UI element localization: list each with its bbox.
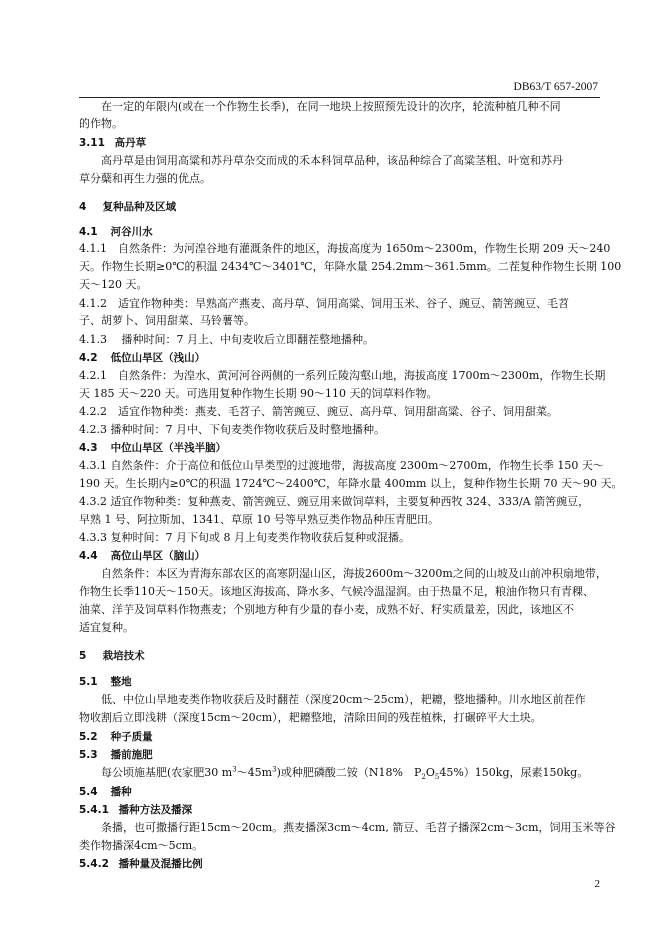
subscript: 5 [434, 773, 440, 782]
section-number: 5 [79, 650, 87, 662]
paragraph-line: 4.2.1 自然条件：为湟水、黄河河谷两侧的一系列丘陵沟壑山地，海拔高度 1700m～2300m，作物生长期 [79, 369, 606, 382]
paragraph-line: 高丹草是由饲用高粱和苏丹草杂交而成的禾本科饲草品种，该品种综合了高粱茎粗、叶宽和苏丹 [101, 154, 563, 167]
section-number: 4 [79, 201, 87, 213]
section-number: 5.4 [79, 786, 98, 798]
section-heading-4-2 [79, 351, 600, 365]
section-title: 播种量及混播比例 [118, 858, 203, 870]
section-heading-5-3 [79, 748, 600, 762]
superscript: 3 [232, 765, 237, 774]
section-title: 中位山旱区（半浅半脑） [110, 442, 227, 454]
section-number: 5.4.2 [79, 858, 109, 870]
section-heading-5-4-1 [79, 803, 600, 817]
paragraph-line: 4.2.2 适宜作物种类：燕麦、毛苕子、箭筈豌豆、豌豆、高丹草、饲用甜高粱、谷子、饲用甜菜。 [79, 405, 558, 418]
section-title: 河谷川水 [110, 226, 153, 238]
section-number: 5.3 [79, 749, 98, 761]
paragraph-line: 天～120 天。 [79, 278, 148, 291]
section-heading-4 [79, 200, 600, 214]
paragraph-line: 4.1.3 播种时间：7 月上、中旬麦收后立即翻茬整地播种。 [79, 333, 374, 346]
text-segment: 每公顷施基肥(农家肥30 m [101, 766, 233, 779]
section-title: 种子质量 [110, 731, 153, 743]
subscript: 2 [421, 773, 426, 782]
paragraph-line: 子、胡萝卜、饲用甜菜、马铃薯等。 [79, 314, 255, 327]
paragraph-line: 天。作物生长期≥0℃的积温 2434℃～3401℃，年降水量 254.2mm～361.5mm。二茬复种作物生长期 100 [79, 260, 622, 273]
paragraph-line: 适宜复种。 [79, 621, 134, 634]
paragraph-line: 的作物。 [79, 117, 123, 130]
paragraph-line: 4.1.2 适宜作物种类：旱熟高产燕麦、高丹草、饲用高粱、饲用玉米、谷子、豌豆、箭筈豌豆、毛苕 [79, 297, 569, 310]
section-title: 播种 [110, 786, 132, 798]
section-number: 4.3 [79, 442, 98, 454]
paragraph-line: 4.1.1 自然条件：为河湟谷地有灌溉条件的地区，海拔高度为 1650m～2300m，作物生长期 209 天～240 [79, 242, 611, 255]
section-title: 整地 [110, 676, 132, 688]
fertilizer-line [101, 766, 600, 780]
text-segment: ～45m [236, 766, 273, 779]
section-heading-5 [79, 649, 600, 663]
section-title: 高位山旱区（脑山） [110, 550, 206, 562]
section-number: 4.4 [79, 550, 98, 562]
section-number: 5.1 [79, 676, 98, 688]
section-heading-5-2 [79, 730, 600, 744]
document-code: DB63/T 657-2007 [513, 81, 598, 93]
paragraph-line: 4.2.3 播种时间：7 月中、下旬麦类作物收获后及时整地播种。 [79, 423, 385, 436]
text-segment: 45%）150kg，尿素150kg。 [439, 766, 589, 779]
superscript: 3 [272, 765, 277, 774]
paragraph-line: 190 天。生长期内≥0℃的积温 1724℃～2400℃，年降水量 400mm 以上，复种作物生长期 70 天～90 天。 [79, 477, 623, 490]
section-heading-5-4-2 [79, 857, 600, 871]
section-heading-4-3 [79, 441, 600, 455]
section-number: 5.2 [79, 731, 98, 743]
section-number: 5.4.1 [79, 804, 109, 816]
paragraph-line: 自然条件：本区为青海东部农区的高寒阴湿山区，海拔2600m～3200m之间的山坡及山前冲积扇地带， [101, 567, 607, 580]
paragraph-line: 作物生长季110天～150天。该地区海拔高、降水多、气候冷温湿润。由于热量不足，粮油作物只有青稞、 [79, 585, 594, 598]
section-title: 低位山旱区（浅山） [110, 352, 206, 364]
section-title: 播种方法及播深 [118, 804, 193, 816]
paragraph-line: 草分蘖和再生力强的优点。 [79, 172, 211, 185]
text-segment: )或种肥磷酸二铵（N18% P [276, 766, 422, 779]
paragraph-line: 在一定的年限内(或在一个作物生长季)，在同一地块上按照预先设计的次序，轮流种植几种不同 [101, 100, 561, 113]
paragraph-line: 物收割后立即浅耕（深度15cm～20cm），耙耱整地，清除田间的残茬植株，打碾碎平大土块。 [79, 711, 542, 724]
paragraph-line: 油菜、洋芋及饲草料作物燕麦；个别地方种有少量的春小麦，成熟不好、籽实质量差，因此，该地区不 [79, 603, 574, 616]
paragraph-line: 天 185 天～220 天。可选用复种作物生长期 90～110 天的饲草料作物。 [79, 387, 438, 400]
header-rule [79, 97, 600, 98]
section-heading-4-1 [79, 225, 600, 239]
section-number: 4.1 [79, 226, 98, 238]
paragraph-line: 4.3.2 适宜作物种类：复种燕麦、箭筈豌豆、豌豆用来做饲草料，主要复种西牧 324、333/A 箭筈豌豆， [79, 495, 590, 508]
section-number: 3.11 [79, 137, 105, 149]
paragraph-line: 早熟 1 号、阿拉斯加、1341、草原 10 号等早熟豆类作物品种压青肥田。 [79, 513, 439, 526]
text-segment: O [425, 766, 435, 779]
section-title: 播前施肥 [110, 749, 153, 761]
page-number: 2 [594, 878, 600, 890]
paragraph-line: 4.3.3 复种时间：7 月下旬或 8 月上旬麦类作物收获后复种或混播。 [79, 531, 410, 544]
section-heading-5-4 [79, 785, 600, 799]
paragraph-line: 4.3.1 自然条件：介于高位和低位山旱类型的过渡地带，海拔高度 2300m～2700m，作物生长季 150 天～ [79, 459, 604, 472]
section-heading-4-4 [79, 549, 600, 563]
section-number: 4.2 [79, 352, 98, 364]
section-heading-3-11 [79, 136, 600, 150]
section-title: 栽培技术 [102, 650, 145, 662]
paragraph-line: 低、中位山旱地麦类作物收获后及时翻茬（深度20cm～25cm），耙耱，整地播种。川水地区前茬作 [101, 693, 586, 706]
section-title: 高丹草 [114, 137, 147, 149]
paragraph-line: 类作物播深4cm～5cm。 [79, 839, 204, 852]
section-title: 复种品种及区域 [102, 201, 177, 213]
paragraph-line: 条播，也可撒播行距15cm～20cm。燕麦播深3cm～4cm, 箭豆、毛苕子播深2cm～3cm，饲用玉米等谷 [101, 821, 616, 834]
section-heading-5-1 [79, 675, 600, 689]
